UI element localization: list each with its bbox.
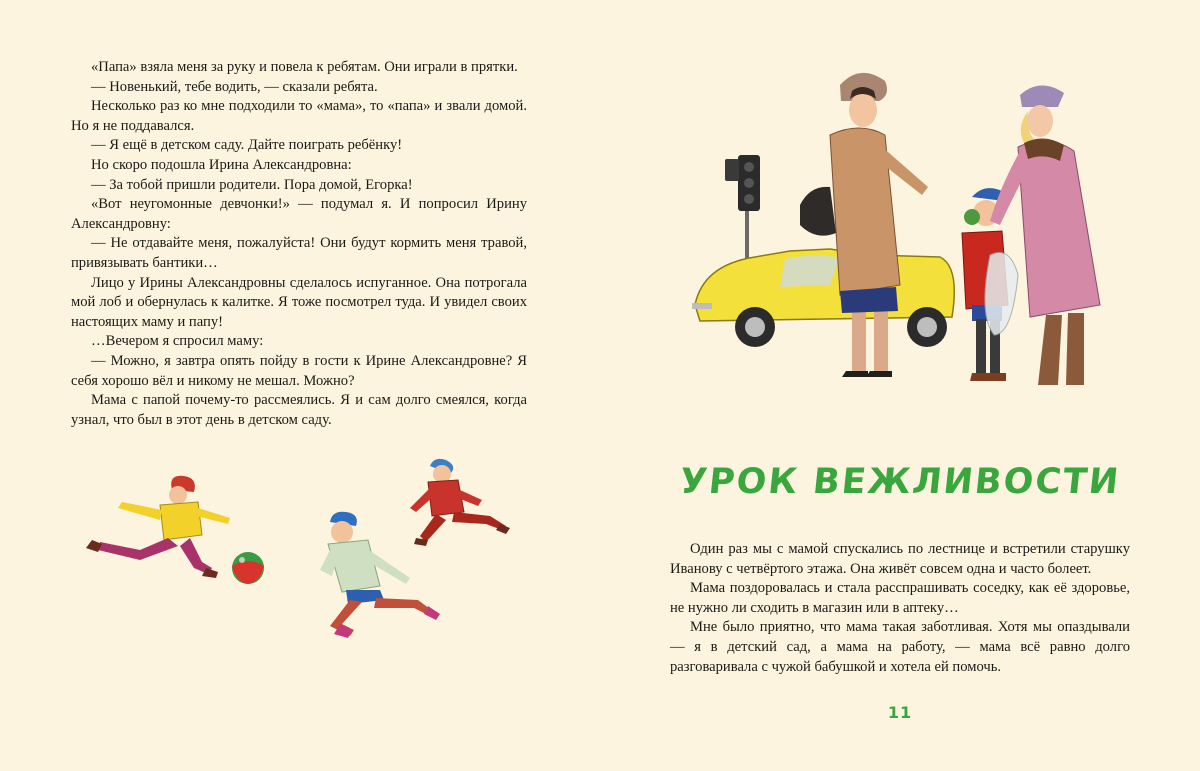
yellow-car xyxy=(692,249,954,347)
paragraph: Мама с папой почему-то рассмеялись. Я и сам долго смеялся, когда узнал, что был в этот день в детском саду. xyxy=(71,392,527,428)
left-page-text xyxy=(71,58,527,430)
paragraph: — Можно, я завтра опять пойду в гости к Ирине Александровне? Я себя хорошо вёл и никому не мешал. Можно? xyxy=(71,352,527,389)
paragraph: — Я ещё в детском саду. Дайте поиграть ребёнку! xyxy=(91,137,403,154)
paragraph: Один раз мы с мамой спускались по лестнице и встретили старушку Иванову с четвёртого этажа. Она живёт совсем одна и часто болеет. xyxy=(670,541,1130,577)
right-page xyxy=(600,0,1200,771)
running-kid-yellow xyxy=(86,476,230,578)
street-scene-illustration xyxy=(690,55,1120,400)
paragraph: — За тобой пришли родители. Пора домой, Егорка! xyxy=(91,176,413,193)
paragraph: Лицо у Ирины Александровны сделалось испуганное. Она потрогала мой лоб и обернулась к калитке. Я тоже посмотрел туда. И увидел своих настоящих маму и папу! xyxy=(71,274,527,330)
paragraph: Но скоро подошла Ирина Александровна: xyxy=(91,156,352,173)
paragraph: …Вечером я спросил маму: xyxy=(91,333,264,350)
right-page-text xyxy=(670,540,1130,677)
children-playing-illustration xyxy=(80,450,520,650)
paragraph: «Папа» взяла меня за руку и повела к ребятам. Они играли в прятки. xyxy=(91,59,518,75)
running-kid-green xyxy=(320,512,440,638)
paragraph: Мама поздоровалась и стала расспрашивать соседку, как её здоровье, не нужно ли сходить в магазин или в аптеку… xyxy=(670,580,1130,616)
running-kid-red xyxy=(410,459,510,546)
paragraph: — Новенький, тебе водить, — сказали ребята. xyxy=(91,78,378,95)
chapter-title: УРОК ВЕЖЛИВОСТИ xyxy=(677,462,1123,502)
page-number: 11 xyxy=(887,703,913,722)
paragraph: Мне было приятно, что мама такая заботливая. Хотя мы опаздывали — я в детский сад, а мама на работу, — мама всё равно долго разговаривала с чужой бабушкой и хотела ей помочь. xyxy=(670,619,1130,675)
paragraph: «Вот неугомонные девчонки!» — подумал я. И попросил Ирину Александровну: xyxy=(71,196,527,232)
ball-illustration xyxy=(232,552,264,584)
paragraph: — Не отдавайте меня, пожалуйста! Они будут кормить меня травой, привязывать бантики… xyxy=(71,235,527,271)
paragraph: Несколько раз ко мне подходили то «мама», то «папа» и звали домой. Но я не поддавался. xyxy=(71,98,527,134)
